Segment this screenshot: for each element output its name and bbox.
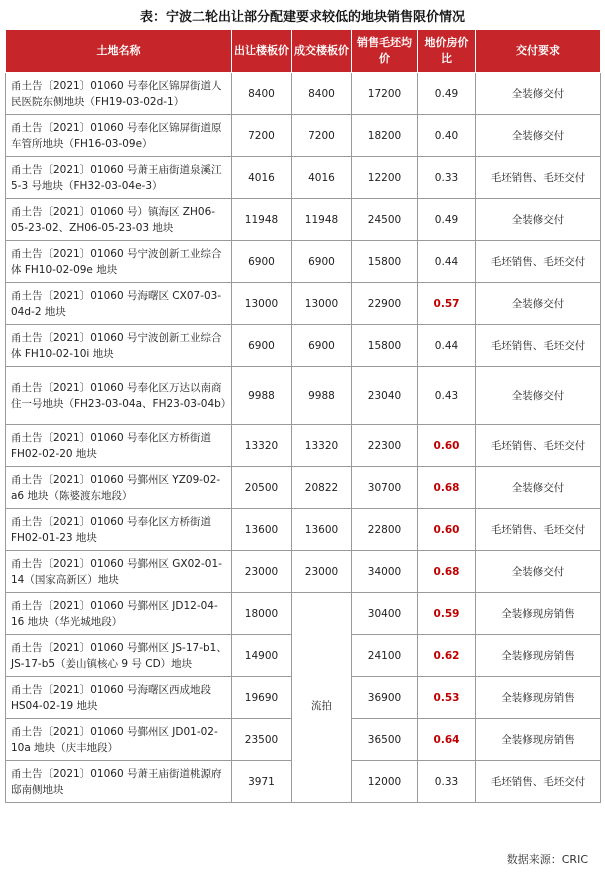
deal-price-cell: 8400 bbox=[292, 73, 352, 115]
header-row bbox=[6, 30, 601, 73]
sale-price-cell: 24100 bbox=[352, 635, 418, 677]
delivery-cell: 毛坯销售、毛坯交付 bbox=[476, 157, 601, 199]
table-row bbox=[6, 73, 601, 115]
deal-price-cell: 23000 bbox=[292, 551, 352, 593]
delivery-cell: 全装修交付 bbox=[476, 199, 601, 241]
offer-price-cell: 23500 bbox=[232, 719, 292, 761]
ratio-cell: 0.49 bbox=[418, 73, 476, 115]
deal-price-cell: 6900 bbox=[292, 325, 352, 367]
header-delivery: 交付要求 bbox=[476, 30, 601, 73]
offer-price-cell: 7200 bbox=[232, 115, 292, 157]
land-name-cell: 甬土告〔2021〕01060 号宁波创新工业综合体 FH10-02-10i 地块 bbox=[6, 325, 232, 367]
offer-price-cell: 3971 bbox=[232, 761, 292, 803]
land-name-cell: 甬土告〔2021〕01060 号奉化区锦屏街道原车管所地块（FH16-03-09e） bbox=[6, 115, 232, 157]
table-row bbox=[6, 467, 601, 509]
ratio-cell: 0.33 bbox=[418, 761, 476, 803]
offer-price-cell: 6900 bbox=[232, 325, 292, 367]
land-name-cell: 甬土告〔2021〕01060 号萧王庙街道桃源府邸南侧地块 bbox=[6, 761, 232, 803]
sale-price-cell: 12000 bbox=[352, 761, 418, 803]
table-row bbox=[6, 367, 601, 425]
offer-price-cell: 23000 bbox=[232, 551, 292, 593]
offer-price-cell: 4016 bbox=[232, 157, 292, 199]
ratio-cell: 0.62 bbox=[418, 635, 476, 677]
land-name-cell: 甬土告〔2021〕01060 号萧王庙街道泉溪江 5-3 号地块（FH32-03-04e-3） bbox=[6, 157, 232, 199]
deal-price-cell: 4016 bbox=[292, 157, 352, 199]
delivery-cell: 全装修交付 bbox=[476, 367, 601, 425]
offer-price-cell: 19690 bbox=[232, 677, 292, 719]
offer-price-cell: 8400 bbox=[232, 73, 292, 115]
table-row bbox=[6, 325, 601, 367]
delivery-cell: 全装修交付 bbox=[476, 73, 601, 115]
delivery-cell: 全装修交付 bbox=[476, 467, 601, 509]
sale-price-cell: 22800 bbox=[352, 509, 418, 551]
ratio-cell: 0.43 bbox=[418, 367, 476, 425]
table-row bbox=[6, 115, 601, 157]
deal-price-cell: 13320 bbox=[292, 425, 352, 467]
table-row bbox=[6, 509, 601, 551]
offer-price-cell: 18000 bbox=[232, 593, 292, 635]
delivery-cell: 全装修交付 bbox=[476, 283, 601, 325]
land-name-cell: 甬土告〔2021〕01060 号鄞州区 GX02-01-14（国家高新区）地块 bbox=[6, 551, 232, 593]
land-name-cell: 甬土告〔2021〕01060 号鄞州区 JS-17-b1、JS-17-b5（姜山镇核心 9 号 CD）地块 bbox=[6, 635, 232, 677]
deal-price-cell: 6900 bbox=[292, 241, 352, 283]
deal-price-cell: 11948 bbox=[292, 199, 352, 241]
ratio-cell: 0.33 bbox=[418, 157, 476, 199]
offer-price-cell: 11948 bbox=[232, 199, 292, 241]
sale-price-cell: 30700 bbox=[352, 467, 418, 509]
land-name-cell: 甬土告〔2021〕01060 号鄞州区 YZ09-02-a6 地块（陈婆渡东地段） bbox=[6, 467, 232, 509]
ratio-cell: 0.53 bbox=[418, 677, 476, 719]
sale-price-cell: 12200 bbox=[352, 157, 418, 199]
sale-price-cell: 34000 bbox=[352, 551, 418, 593]
delivery-cell: 全装修现房销售 bbox=[476, 677, 601, 719]
ratio-cell: 0.57 bbox=[418, 283, 476, 325]
delivery-cell: 毛坯销售、毛坯交付 bbox=[476, 425, 601, 467]
deal-price-merged-cell: 流拍 bbox=[292, 593, 352, 803]
land-name-cell: 甬土告〔2021〕01060 号鄞州区 JD12-04-16 地块（华光城地段） bbox=[6, 593, 232, 635]
offer-price-cell: 13000 bbox=[232, 283, 292, 325]
delivery-cell: 全装修现房销售 bbox=[476, 719, 601, 761]
land-name-cell: 甬土告〔2021〕01060 号奉化区锦屏街道人民医院东侧地块（FH19-03-02d-1） bbox=[6, 73, 232, 115]
delivery-cell: 全装修交付 bbox=[476, 551, 601, 593]
table-row bbox=[6, 593, 601, 635]
sale-price-cell: 24500 bbox=[352, 199, 418, 241]
table-row bbox=[6, 199, 601, 241]
sale-price-cell: 17200 bbox=[352, 73, 418, 115]
offer-price-cell: 6900 bbox=[232, 241, 292, 283]
header-offer-price: 出让楼板价 bbox=[232, 30, 292, 73]
offer-price-cell: 13320 bbox=[232, 425, 292, 467]
deal-price-cell: 13000 bbox=[292, 283, 352, 325]
sale-price-cell: 36900 bbox=[352, 677, 418, 719]
table-row bbox=[6, 551, 601, 593]
deal-price-cell: 7200 bbox=[292, 115, 352, 157]
sale-price-cell: 18200 bbox=[352, 115, 418, 157]
land-name-cell: 甬土告〔2021〕01060 号海曙区 CX07-03-04d-2 地块 bbox=[6, 283, 232, 325]
land-name-cell: 甬土告〔2021〕01060 号）镇海区 ZH06-05-23-02、ZH06-05-23-03 地块 bbox=[6, 199, 232, 241]
deal-price-cell: 20822 bbox=[292, 467, 352, 509]
land-name-cell: 甬土告〔2021〕01060 号海曙区西成地段 HS04-02-19 地块 bbox=[6, 677, 232, 719]
land-name-cell: 甬土告〔2021〕01060 号奉化区方桥街道 FH02-01-23 地块 bbox=[6, 509, 232, 551]
header-sale-price: 销售毛坯均价 bbox=[352, 30, 418, 73]
land-name-cell: 甬土告〔2021〕01060 号奉化区方桥街道 FH02-02-20 地块 bbox=[6, 425, 232, 467]
header-ratio: 地价房价比 bbox=[418, 30, 476, 73]
table-row bbox=[6, 283, 601, 325]
table-body bbox=[6, 73, 601, 803]
table-row bbox=[6, 241, 601, 283]
sale-price-cell: 15800 bbox=[352, 325, 418, 367]
ratio-cell: 0.44 bbox=[418, 325, 476, 367]
table-row bbox=[6, 157, 601, 199]
delivery-cell: 全装修现房销售 bbox=[476, 593, 601, 635]
sale-price-cell: 22300 bbox=[352, 425, 418, 467]
land-name-cell: 甬土告〔2021〕01060 号鄞州区 JD01-02-10a 地块（庆丰地段） bbox=[6, 719, 232, 761]
sale-price-cell: 15800 bbox=[352, 241, 418, 283]
offer-price-cell: 13600 bbox=[232, 509, 292, 551]
ratio-cell: 0.60 bbox=[418, 425, 476, 467]
ratio-cell: 0.64 bbox=[418, 719, 476, 761]
delivery-cell: 毛坯销售、毛坯交付 bbox=[476, 325, 601, 367]
delivery-cell: 全装修现房销售 bbox=[476, 635, 601, 677]
data-source: 数据来源：CRIC bbox=[506, 853, 588, 866]
ratio-cell: 0.60 bbox=[418, 509, 476, 551]
table-title: 表：宁波二轮出让部分配建要求较低的地块销售限价情况 bbox=[139, 10, 465, 25]
ratio-cell: 0.68 bbox=[418, 467, 476, 509]
delivery-cell: 毛坯销售、毛坯交付 bbox=[476, 241, 601, 283]
delivery-cell: 毛坯销售、毛坯交付 bbox=[476, 761, 601, 803]
sale-price-cell: 23040 bbox=[352, 367, 418, 425]
ratio-cell: 0.40 bbox=[418, 115, 476, 157]
offer-price-cell: 14900 bbox=[232, 635, 292, 677]
deal-price-cell: 13600 bbox=[292, 509, 352, 551]
land-name-cell: 甬土告〔2021〕01060 号宁波创新工业综合体 FH10-02-09e 地块 bbox=[6, 241, 232, 283]
sale-price-cell: 22900 bbox=[352, 283, 418, 325]
delivery-cell: 全装修交付 bbox=[476, 115, 601, 157]
offer-price-cell: 9988 bbox=[232, 367, 292, 425]
header-land-name: 土地名称 bbox=[6, 30, 232, 73]
sale-price-cell: 36500 bbox=[352, 719, 418, 761]
land-price-table bbox=[5, 29, 601, 803]
offer-price-cell: 20500 bbox=[232, 467, 292, 509]
sale-price-cell: 30400 bbox=[352, 593, 418, 635]
ratio-cell: 0.59 bbox=[418, 593, 476, 635]
ratio-cell: 0.68 bbox=[418, 551, 476, 593]
ratio-cell: 0.44 bbox=[418, 241, 476, 283]
delivery-cell: 毛坯销售、毛坯交付 bbox=[476, 509, 601, 551]
ratio-cell: 0.49 bbox=[418, 199, 476, 241]
land-name-cell: 甬土告〔2021〕01060 号奉化区万达以南商住一号地块（FH23-03-04a、FH23-03-04b） bbox=[6, 367, 232, 425]
header-deal-price: 成交楼板价 bbox=[292, 30, 352, 73]
table-row bbox=[6, 425, 601, 467]
deal-price-cell: 9988 bbox=[292, 367, 352, 425]
